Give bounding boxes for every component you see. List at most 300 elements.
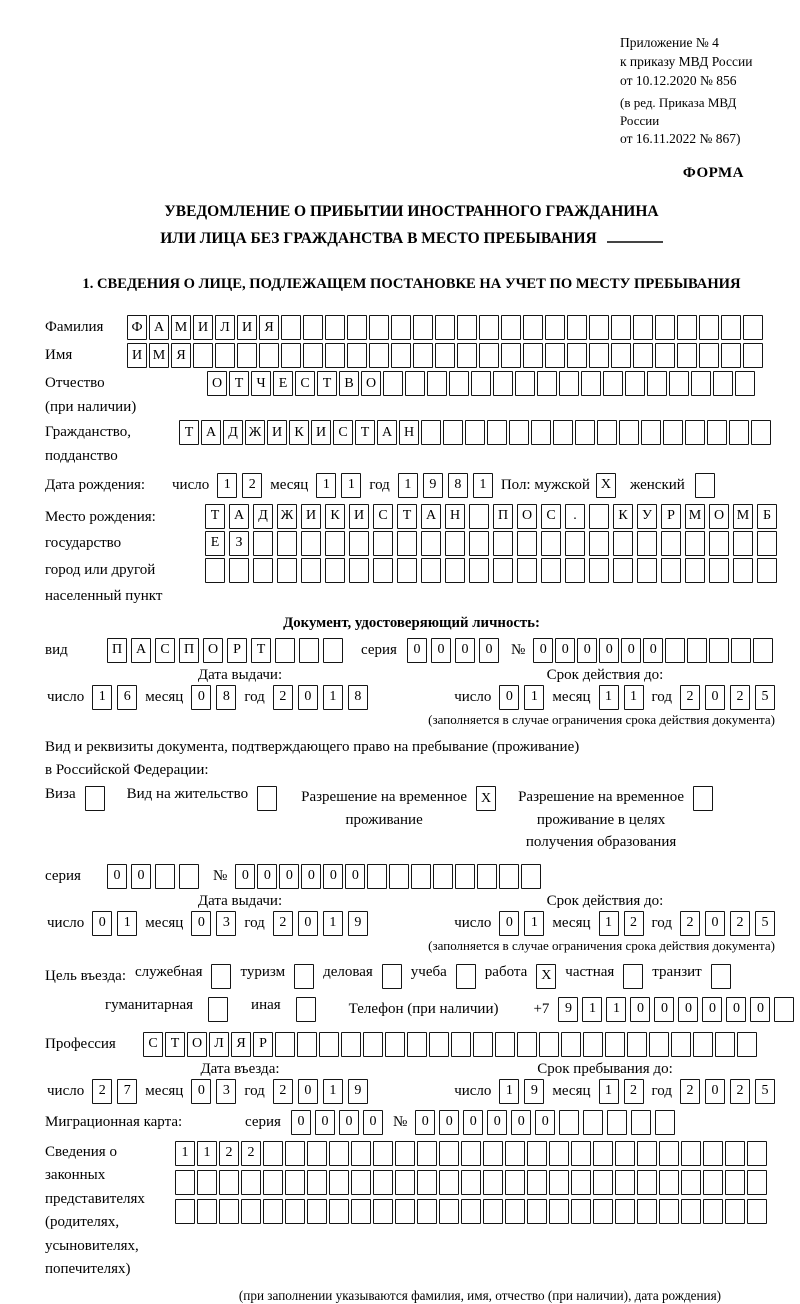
char-cell[interactable] — [369, 343, 389, 368]
birth-day-cells[interactable] — [217, 473, 262, 498]
char-cell[interactable] — [443, 420, 463, 445]
char-cell[interactable] — [493, 371, 513, 396]
char-cell[interactable]: Я — [259, 315, 279, 340]
char-cell[interactable]: 0 — [339, 1110, 359, 1135]
char-cell[interactable]: 2 — [730, 911, 750, 936]
char-cell[interactable] — [445, 558, 465, 583]
char-cell[interactable]: С — [333, 420, 353, 445]
char-cell[interactable] — [208, 997, 228, 1022]
char-cell[interactable] — [175, 1199, 195, 1224]
char-cell[interactable]: 2 — [241, 1141, 261, 1166]
char-cell[interactable] — [285, 1199, 305, 1224]
char-cell[interactable]: 2 — [273, 1079, 293, 1104]
char-cell[interactable] — [743, 315, 763, 340]
char-cell[interactable] — [703, 1199, 723, 1224]
char-cell[interactable] — [725, 1141, 745, 1166]
char-cell[interactable]: 1 — [175, 1141, 195, 1166]
char-cell[interactable]: 2 — [680, 685, 700, 710]
char-cell[interactable] — [329, 1141, 349, 1166]
char-cell[interactable] — [721, 343, 741, 368]
char-cell[interactable] — [729, 420, 749, 445]
char-cell[interactable]: П — [493, 504, 513, 529]
char-cell[interactable] — [347, 343, 367, 368]
char-cell[interactable] — [637, 1141, 657, 1166]
char-cell[interactable]: Р — [253, 1032, 273, 1057]
char-cell[interactable]: Т — [397, 504, 417, 529]
char-cell[interactable] — [501, 315, 521, 340]
char-cell[interactable] — [517, 558, 537, 583]
char-cell[interactable]: 0 — [439, 1110, 459, 1135]
char-cell[interactable]: С — [541, 504, 561, 529]
char-cell[interactable]: П — [179, 638, 199, 663]
char-cell[interactable] — [725, 1199, 745, 1224]
char-cell[interactable]: X — [476, 786, 496, 811]
char-cell[interactable] — [397, 558, 417, 583]
char-cell[interactable] — [435, 343, 455, 368]
char-cell[interactable] — [429, 1032, 449, 1057]
char-cell[interactable] — [757, 558, 777, 583]
char-cell[interactable] — [457, 343, 477, 368]
stay-day-cells[interactable] — [499, 1079, 544, 1104]
char-cell[interactable] — [281, 343, 301, 368]
char-cell[interactable]: 0 — [705, 1079, 725, 1104]
char-cell[interactable]: И — [267, 420, 287, 445]
char-cell[interactable] — [687, 638, 707, 663]
char-cell[interactable]: 0 — [726, 997, 746, 1022]
char-cell[interactable] — [373, 1141, 393, 1166]
char-cell[interactable] — [549, 1170, 569, 1195]
char-cell[interactable]: Н — [399, 420, 419, 445]
char-cell[interactable]: 2 — [730, 685, 750, 710]
char-cell[interactable] — [219, 1170, 239, 1195]
char-cell[interactable] — [774, 997, 794, 1022]
char-cell[interactable]: 9 — [423, 473, 443, 498]
char-cell[interactable] — [613, 558, 633, 583]
char-cell[interactable]: 0 — [479, 638, 499, 663]
char-cell[interactable] — [294, 964, 314, 989]
char-cell[interactable]: 0 — [191, 685, 211, 710]
char-cell[interactable]: 0 — [463, 1110, 483, 1135]
char-cell[interactable]: 2 — [730, 1079, 750, 1104]
char-cell[interactable]: 7 — [117, 1079, 137, 1104]
char-cell[interactable] — [709, 638, 729, 663]
char-cell[interactable] — [385, 1032, 405, 1057]
char-cell[interactable] — [619, 420, 639, 445]
char-cell[interactable] — [725, 1170, 745, 1195]
char-cell[interactable] — [493, 531, 513, 556]
char-cell[interactable] — [473, 1032, 493, 1057]
char-cell[interactable]: 0 — [499, 685, 519, 710]
char-cell[interactable]: С — [373, 504, 393, 529]
char-cell[interactable]: 2 — [219, 1141, 239, 1166]
char-cell[interactable] — [391, 315, 411, 340]
char-cell[interactable]: 0 — [363, 1110, 383, 1135]
char-cell[interactable]: К — [325, 504, 345, 529]
char-cell[interactable] — [461, 1170, 481, 1195]
char-cell[interactable] — [219, 1199, 239, 1224]
char-cell[interactable] — [275, 638, 295, 663]
char-cell[interactable] — [655, 315, 675, 340]
char-cell[interactable] — [319, 1032, 339, 1057]
char-cell[interactable]: О — [203, 638, 223, 663]
char-cell[interactable]: 1 — [323, 911, 343, 936]
phone-cells[interactable] — [558, 997, 794, 1022]
char-cell[interactable] — [597, 420, 617, 445]
char-cell[interactable]: 1 — [524, 685, 544, 710]
char-cell[interactable]: 1 — [624, 685, 644, 710]
char-cell[interactable] — [637, 1199, 657, 1224]
char-cell[interactable] — [559, 1110, 579, 1135]
char-cell[interactable] — [325, 531, 345, 556]
purpose-humanitarian-checkbox[interactable] — [208, 997, 228, 1022]
char-cell[interactable] — [581, 371, 601, 396]
char-cell[interactable] — [351, 1141, 371, 1166]
char-cell[interactable] — [303, 343, 323, 368]
char-cell[interactable] — [465, 420, 485, 445]
char-cell[interactable]: 2 — [624, 911, 644, 936]
char-cell[interactable] — [197, 1170, 217, 1195]
char-cell[interactable] — [389, 864, 409, 889]
char-cell[interactable]: 1 — [398, 473, 418, 498]
char-cell[interactable] — [395, 1199, 415, 1224]
char-cell[interactable]: А — [377, 420, 397, 445]
char-cell[interactable] — [461, 1199, 481, 1224]
char-cell[interactable] — [469, 531, 489, 556]
char-cell[interactable]: М — [171, 315, 191, 340]
char-cell[interactable] — [593, 1170, 613, 1195]
doc-number-cells[interactable] — [533, 638, 773, 663]
char-cell[interactable] — [297, 1032, 317, 1057]
char-cell[interactable]: Ч — [251, 371, 271, 396]
patronymic-cells[interactable] — [207, 371, 755, 396]
char-cell[interactable] — [439, 1141, 459, 1166]
char-cell[interactable] — [571, 1170, 591, 1195]
char-cell[interactable] — [623, 964, 643, 989]
char-cell[interactable] — [369, 315, 389, 340]
stay-year-cells[interactable] — [680, 1079, 775, 1104]
char-cell[interactable]: 1 — [524, 911, 544, 936]
char-cell[interactable] — [439, 1170, 459, 1195]
char-cell[interactable] — [747, 1170, 767, 1195]
visa-checkbox[interactable] — [85, 786, 105, 811]
char-cell[interactable]: М — [685, 504, 705, 529]
char-cell[interactable] — [637, 558, 657, 583]
char-cell[interactable]: X — [596, 473, 616, 498]
char-cell[interactable] — [699, 315, 719, 340]
char-cell[interactable] — [655, 1110, 675, 1135]
char-cell[interactable] — [553, 420, 573, 445]
char-cell[interactable] — [241, 1199, 261, 1224]
residence-number-cells[interactable] — [235, 864, 541, 889]
char-cell[interactable] — [659, 1170, 679, 1195]
char-cell[interactable] — [479, 343, 499, 368]
char-cell[interactable] — [615, 1170, 635, 1195]
char-cell[interactable]: К — [289, 420, 309, 445]
char-cell[interactable] — [277, 531, 297, 556]
char-cell[interactable] — [451, 1032, 471, 1057]
char-cell[interactable] — [85, 786, 105, 811]
char-cell[interactable] — [527, 1170, 547, 1195]
char-cell[interactable]: Е — [273, 371, 293, 396]
char-cell[interactable]: Р — [227, 638, 247, 663]
char-cell[interactable]: П — [107, 638, 127, 663]
char-cell[interactable]: М — [733, 504, 753, 529]
char-cell[interactable] — [565, 531, 585, 556]
char-cell[interactable] — [457, 315, 477, 340]
char-cell[interactable] — [541, 558, 561, 583]
char-cell[interactable] — [615, 1199, 635, 1224]
char-cell[interactable]: 0 — [599, 638, 619, 663]
char-cell[interactable]: 0 — [555, 638, 575, 663]
char-cell[interactable]: 0 — [191, 911, 211, 936]
char-cell[interactable]: 0 — [535, 1110, 555, 1135]
char-cell[interactable]: 0 — [407, 638, 427, 663]
char-cell[interactable] — [611, 315, 631, 340]
char-cell[interactable]: 0 — [191, 1079, 211, 1104]
char-cell[interactable]: 1 — [323, 1079, 343, 1104]
char-cell[interactable] — [155, 864, 175, 889]
char-cell[interactable]: 0 — [315, 1110, 335, 1135]
char-cell[interactable] — [633, 343, 653, 368]
char-cell[interactable]: 0 — [415, 1110, 435, 1135]
char-cell[interactable] — [541, 531, 561, 556]
char-cell[interactable] — [669, 371, 689, 396]
char-cell[interactable]: 9 — [348, 911, 368, 936]
char-cell[interactable] — [391, 343, 411, 368]
char-cell[interactable]: 0 — [621, 638, 641, 663]
char-cell[interactable] — [593, 1141, 613, 1166]
char-cell[interactable] — [603, 371, 623, 396]
char-cell[interactable] — [253, 558, 273, 583]
char-cell[interactable] — [747, 1141, 767, 1166]
char-cell[interactable]: 9 — [558, 997, 578, 1022]
entry-year-cells[interactable] — [273, 1079, 368, 1104]
char-cell[interactable]: 5 — [755, 685, 775, 710]
char-cell[interactable] — [695, 473, 715, 498]
char-cell[interactable] — [703, 1141, 723, 1166]
char-cell[interactable] — [733, 531, 753, 556]
char-cell[interactable] — [615, 1141, 635, 1166]
purpose-tourism-checkbox[interactable] — [294, 964, 314, 989]
char-cell[interactable] — [637, 1170, 657, 1195]
char-cell[interactable]: 1 — [473, 473, 493, 498]
char-cell[interactable] — [367, 864, 387, 889]
char-cell[interactable]: 0 — [705, 685, 725, 710]
char-cell[interactable] — [571, 1141, 591, 1166]
purpose-official-checkbox[interactable] — [211, 964, 231, 989]
char-cell[interactable] — [757, 531, 777, 556]
char-cell[interactable]: 8 — [348, 685, 368, 710]
char-cell[interactable] — [685, 531, 705, 556]
char-cell[interactable] — [613, 531, 633, 556]
char-cell[interactable]: 1 — [599, 1079, 619, 1104]
char-cell[interactable] — [373, 1170, 393, 1195]
issue-year-cells[interactable] — [273, 685, 368, 710]
char-cell[interactable]: 1 — [599, 911, 619, 936]
char-cell[interactable]: 8 — [448, 473, 468, 498]
char-cell[interactable] — [323, 638, 343, 663]
char-cell[interactable]: А — [421, 504, 441, 529]
char-cell[interactable] — [517, 531, 537, 556]
char-cell[interactable]: 0 — [131, 864, 151, 889]
char-cell[interactable] — [421, 531, 441, 556]
char-cell[interactable]: 0 — [643, 638, 663, 663]
char-cell[interactable]: . — [565, 504, 585, 529]
res-valid-year-cells[interactable] — [680, 911, 775, 936]
char-cell[interactable]: И — [193, 315, 213, 340]
char-cell[interactable] — [405, 371, 425, 396]
char-cell[interactable]: И — [349, 504, 369, 529]
char-cell[interactable]: 5 — [755, 911, 775, 936]
char-cell[interactable] — [707, 420, 727, 445]
char-cell[interactable] — [351, 1170, 371, 1195]
char-cell[interactable] — [565, 558, 585, 583]
char-cell[interactable]: 0 — [678, 997, 698, 1022]
char-cell[interactable] — [445, 531, 465, 556]
char-cell[interactable] — [493, 558, 513, 583]
issue-month-cells[interactable] — [191, 685, 236, 710]
char-cell[interactable]: 1 — [217, 473, 237, 498]
char-cell[interactable] — [743, 343, 763, 368]
char-cell[interactable] — [735, 371, 755, 396]
char-cell[interactable] — [285, 1141, 305, 1166]
char-cell[interactable] — [259, 343, 279, 368]
char-cell[interactable] — [373, 558, 393, 583]
char-cell[interactable] — [263, 1141, 283, 1166]
char-cell[interactable] — [709, 558, 729, 583]
char-cell[interactable] — [237, 343, 257, 368]
char-cell[interactable]: Ж — [245, 420, 265, 445]
char-cell[interactable] — [215, 343, 235, 368]
char-cell[interactable] — [637, 531, 657, 556]
char-cell[interactable] — [325, 315, 345, 340]
purpose-business-checkbox[interactable] — [382, 964, 402, 989]
char-cell[interactable] — [421, 420, 441, 445]
char-cell[interactable] — [373, 531, 393, 556]
char-cell[interactable]: 0 — [702, 997, 722, 1022]
char-cell[interactable]: Т — [165, 1032, 185, 1057]
char-cell[interactable] — [505, 1199, 525, 1224]
char-cell[interactable] — [263, 1199, 283, 1224]
char-cell[interactable] — [753, 638, 773, 663]
char-cell[interactable]: X — [536, 964, 556, 989]
char-cell[interactable]: 1 — [316, 473, 336, 498]
char-cell[interactable] — [627, 1032, 647, 1057]
char-cell[interactable]: Л — [209, 1032, 229, 1057]
char-cell[interactable]: 0 — [298, 685, 318, 710]
char-cell[interactable]: 2 — [680, 911, 700, 936]
char-cell[interactable]: Т — [179, 420, 199, 445]
char-cell[interactable] — [539, 1032, 559, 1057]
char-cell[interactable] — [413, 315, 433, 340]
char-cell[interactable]: 1 — [606, 997, 626, 1022]
char-cell[interactable] — [329, 1199, 349, 1224]
char-cell[interactable] — [505, 1170, 525, 1195]
char-cell[interactable] — [523, 315, 543, 340]
char-cell[interactable] — [469, 558, 489, 583]
char-cell[interactable] — [515, 371, 535, 396]
char-cell[interactable] — [407, 1032, 427, 1057]
res-issue-day-cells[interactable] — [92, 911, 137, 936]
char-cell[interactable] — [193, 343, 213, 368]
char-cell[interactable]: Я — [231, 1032, 251, 1057]
char-cell[interactable] — [479, 315, 499, 340]
char-cell[interactable] — [703, 1170, 723, 1195]
char-cell[interactable]: 0 — [431, 638, 451, 663]
char-cell[interactable]: 0 — [92, 911, 112, 936]
char-cell[interactable] — [427, 371, 447, 396]
profession-cells[interactable] — [143, 1032, 757, 1057]
valid-day-cells[interactable] — [499, 685, 544, 710]
char-cell[interactable]: 9 — [524, 1079, 544, 1104]
entry-month-cells[interactable] — [191, 1079, 236, 1104]
char-cell[interactable]: Д — [253, 504, 273, 529]
name-cells[interactable] — [127, 343, 763, 368]
char-cell[interactable] — [699, 343, 719, 368]
char-cell[interactable] — [487, 420, 507, 445]
char-cell[interactable] — [559, 371, 579, 396]
char-cell[interactable] — [663, 420, 683, 445]
residence-series-cells[interactable] — [107, 864, 199, 889]
char-cell[interactable]: О — [361, 371, 381, 396]
char-cell[interactable] — [363, 1032, 383, 1057]
char-cell[interactable] — [737, 1032, 757, 1057]
char-cell[interactable]: О — [207, 371, 227, 396]
char-cell[interactable] — [483, 1170, 503, 1195]
char-cell[interactable] — [417, 1170, 437, 1195]
char-cell[interactable]: 1 — [197, 1141, 217, 1166]
purpose-private-checkbox[interactable] — [623, 964, 643, 989]
representatives-row3[interactable] — [175, 1199, 767, 1224]
citizenship-cells[interactable] — [179, 420, 771, 445]
female-checkbox[interactable] — [695, 473, 715, 498]
char-cell[interactable] — [709, 531, 729, 556]
char-cell[interactable] — [499, 864, 519, 889]
char-cell[interactable]: Ж — [277, 504, 297, 529]
char-cell[interactable] — [589, 315, 609, 340]
char-cell[interactable]: 2 — [92, 1079, 112, 1104]
char-cell[interactable]: 0 — [705, 911, 725, 936]
char-cell[interactable] — [747, 1199, 767, 1224]
char-cell[interactable] — [471, 371, 491, 396]
char-cell[interactable] — [296, 997, 316, 1022]
char-cell[interactable] — [253, 531, 273, 556]
char-cell[interactable] — [731, 638, 751, 663]
birth-year-cells[interactable] — [398, 473, 493, 498]
char-cell[interactable] — [665, 638, 685, 663]
char-cell[interactable] — [277, 558, 297, 583]
char-cell[interactable] — [633, 315, 653, 340]
migration-number-cells[interactable] — [415, 1110, 675, 1135]
char-cell[interactable]: Ф — [127, 315, 147, 340]
char-cell[interactable]: В — [339, 371, 359, 396]
char-cell[interactable] — [721, 315, 741, 340]
char-cell[interactable] — [275, 1032, 295, 1057]
char-cell[interactable] — [661, 558, 681, 583]
char-cell[interactable] — [523, 343, 543, 368]
char-cell[interactable] — [281, 315, 301, 340]
char-cell[interactable] — [527, 1141, 547, 1166]
char-cell[interactable] — [549, 1141, 569, 1166]
char-cell[interactable]: Д — [223, 420, 243, 445]
temp-residence-checkbox[interactable] — [476, 786, 496, 811]
char-cell[interactable] — [175, 1170, 195, 1195]
char-cell[interactable] — [521, 864, 541, 889]
birth-place-row3[interactable] — [205, 558, 777, 583]
char-cell[interactable] — [241, 1170, 261, 1195]
purpose-other-checkbox[interactable] — [296, 997, 316, 1022]
char-cell[interactable] — [751, 420, 771, 445]
